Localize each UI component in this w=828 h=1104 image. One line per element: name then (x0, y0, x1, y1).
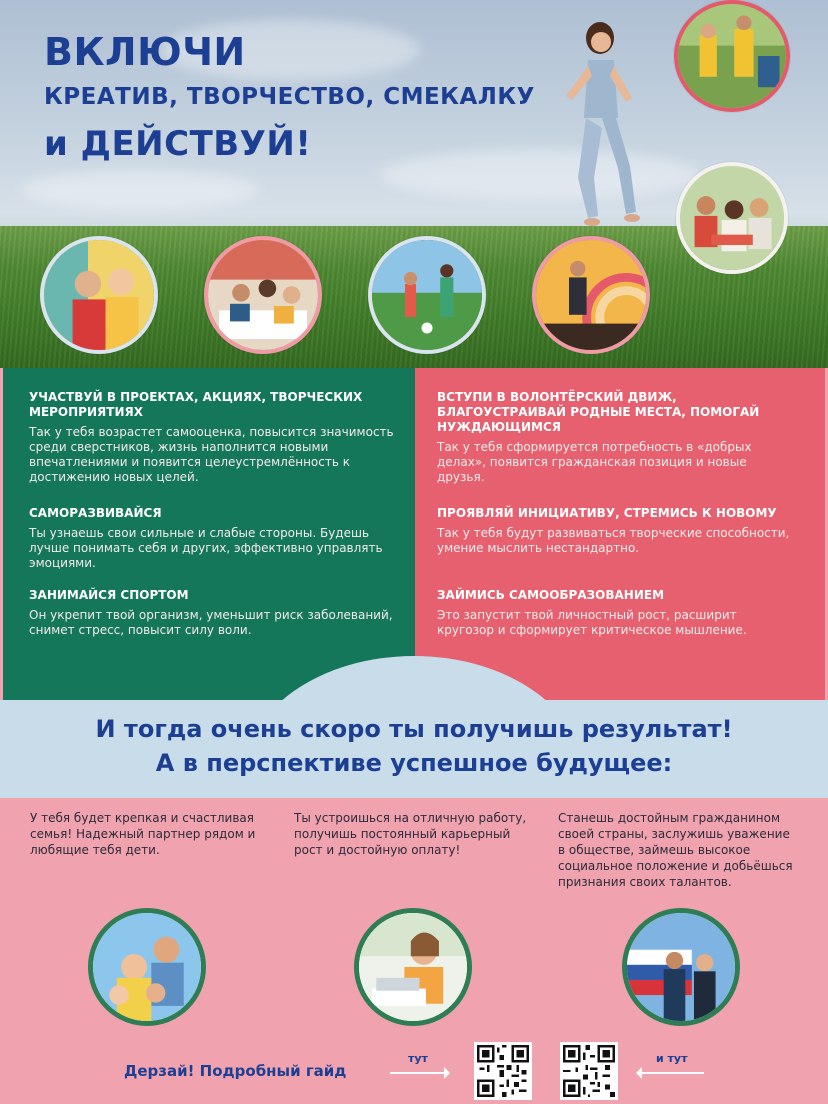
photo-speaker-stage (532, 236, 650, 354)
benefits-right-panel (415, 368, 825, 702)
running-girl-illustration (548, 18, 648, 234)
benefit-projects (29, 390, 399, 485)
benefit-heading: ЗАЙМИСЬ САМООБРАЗОВАНИЕМ (437, 588, 665, 602)
guide-cta: Дерзай! Подробный гайд (124, 1062, 347, 1080)
arrow-right-icon (390, 1072, 446, 1074)
photo-citizens-flag (622, 908, 740, 1026)
result-line1: И тогда очень скоро ты получишь результат! (95, 715, 733, 743)
hero-title-line3: и ДЕЙСТВУЙ! (44, 124, 312, 164)
hero-title-line1: ВКЛЮЧИ (44, 30, 246, 74)
benefit-text: Так у тебя возрастет самооценка, повысится значимость среди сверстников, жизнь наполнится новыми впечатлениями и появится целеустремлённость к достижению новых целей. (29, 425, 394, 484)
benefit-heading: ПРОЯВЛЯЙ ИНИЦИАТИВУ, СТРЕМИСЬ К НОВОМУ (437, 506, 777, 520)
cloud (20, 170, 260, 210)
benefit-heading: САМОРАЗВИВАЙСЯ (29, 506, 162, 520)
benefit-text: Так у тебя сформируется потребность в «добрых делах», появится гражданская позиция и новые друзья. (437, 440, 752, 484)
photo-volunteers (674, 0, 790, 112)
benefit-initiative (437, 506, 797, 556)
benefits-left-panel (3, 368, 415, 702)
photo-friends-laughing (40, 236, 158, 354)
photo-reading-group (676, 162, 788, 274)
benefit-text: Ты узнаешь свои сильные и слабые стороны. Будешь лучше понимать себя и других, эффективно управлять эмоциями. (29, 526, 383, 570)
outcome-citizen-text: Станешь достойным гражданином своей страны, заслужишь уважение в обществе, займешь высокое социальное положение и добьёшься признания своих талантов. (558, 811, 793, 889)
benefit-heading: ЗАНИМАЙСЯ СПОРТОМ (29, 588, 189, 602)
benefit-text: Так у тебя будут развиваться творческие способности, умение мыслить нестандартно. (437, 526, 790, 555)
qr-code-right[interactable] (560, 1042, 618, 1100)
hero-title (44, 30, 535, 164)
arrow-left-icon (640, 1072, 704, 1074)
photo-office-worker (354, 908, 472, 1026)
label-here-right: и тут (656, 1052, 688, 1065)
outcome-career-text: Ты устроишься на отличную работу, получишь постоянный карьерный рост и достойную оплату! (294, 811, 527, 857)
qr-code-left[interactable] (474, 1042, 532, 1100)
benefit-heading: ВСТУПИ В ВОЛОНТЁРСКИЙ ДВИЖ, БЛАГОУСТРАИВАЙ РОДНЫЕ МЕСТА, ПОМОГАЙ НУЖДАЮЩИМСЯ (437, 390, 760, 434)
photo-students-table (204, 236, 322, 354)
label-here-left: тут (408, 1052, 428, 1065)
outcome-family-text: У тебя будет крепкая и счастливая семья! Надежный партнер рядом и любящие тебя дети. (30, 811, 256, 857)
result-line2: А в перспективе успешное будущее: (155, 749, 673, 777)
photo-football (368, 236, 486, 354)
benefit-heading: УЧАСТВУЙ В ПРОЕКТАХ, АКЦИЯХ, ТВОРЧЕСКИХ МЕРОПРИЯТИЯХ (29, 390, 363, 419)
benefit-text: Он укрепит твой организм, уменьшит риск заболеваний, снимет стресс, повысит силу воли. (29, 608, 393, 637)
benefit-self-development (29, 506, 399, 571)
benefit-volunteering (437, 390, 797, 485)
benefit-sport (29, 588, 399, 638)
benefit-text: Это запустит твой личностный рост, расширит кругозор и сформирует критическое мышление. (437, 608, 747, 637)
benefit-self-education (437, 588, 797, 638)
photo-family (88, 908, 206, 1026)
hero-title-line2: КРЕАТИВ, ТВОРЧЕСТВО, СМЕКАЛКУ (44, 84, 535, 110)
result-heading (0, 712, 828, 780)
hero-banner (0, 0, 828, 368)
